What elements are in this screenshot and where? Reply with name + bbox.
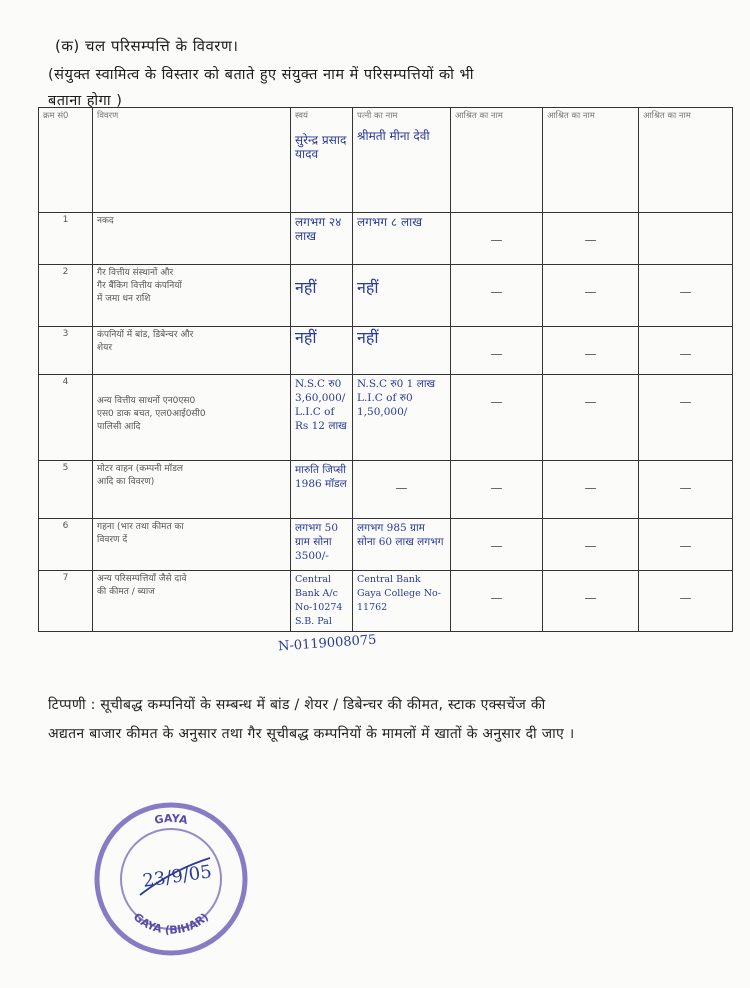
header-self: स्वयं सुरेन्द्र प्रसाद यादव [291,108,353,213]
table-header-row [39,108,733,213]
header-spouse: पत्नी का नाम श्रीमती मीना देवी [353,108,451,213]
header-dep2: आश्रित का नाम [543,108,639,213]
table-row: 5 मोटर वाहन (कम्पनी मॉडल आदि का विवरण) मारुति जिप्सी 1986 मॉडल — — — — [39,461,733,519]
table-row: 4 अन्य वित्तीय साधनों एन0एस0 एस0 डाक बचत, एल0आई0सी0 पालिसी आदि N.S.C रु0 3,60,000/ L.I.C of Rs 12 लाख N.S.C रु0 1 लाख L.I.C of रु0 1,50,000/ — — — [39,375,733,461]
table-row: 1 नकद लगभग २४ लाख लगभग ८ लाख — — [39,213,733,265]
heading-line-3: बताना होगा ) [48,93,123,109]
heading-line-1: (क) चल परिसम्पत्ति के विवरण। [55,37,239,55]
table-row: 7 अन्य परिसम्पत्तियाँ जैसे दावे की कीमत / ब्याज Central Bank A/c No-10274 S.B. Pal Central Bank Gaya College No-11762 — — — [39,571,733,632]
header-dep3: आश्रित का नाम [639,108,733,213]
movable-assets-table [38,107,733,632]
table-row: 3 कंपनियों में बांड, डिबेन्चर और शेयर नहीं नहीं — — — [39,327,733,375]
note-line-1: टिप्पणी : सूचीबद्ध कम्पनियों के सम्बन्ध में बांड / शेयर / डिबेन्चर की कीमत, स्टाक एक्सचेंज की [48,697,546,713]
note-line-2: अद्यतन बाजार कीमत के अनुसार तथा गैर सूचीबद्ध कम्पनियों के मामलों में खातों के अनुसार दी जाए । [48,726,575,742]
self-name: सुरेन्द्र प्रसाद यादव [295,133,347,161]
account-number: N-0119008075 [277,632,377,655]
stamp-date: 23/9/05 [141,861,214,892]
stamp-top-text: GAYA [153,811,189,828]
header-dep1: आश्रित का नाम [451,108,543,213]
stamp-bottom-text: GAYA (BIHAR) [130,910,212,937]
spouse-name: श्रीमती मीना देवी [357,129,430,143]
official-stamp [92,800,250,958]
table-row: 6 गहना (भार तथा कीमत का विवरण दें लगभग 50 ग्राम सोना 3500/- लगभग 985 ग्राम सोना 60 लाख लगभग — — — [39,519,733,571]
header-sno: क्रम सं0 [39,108,93,213]
heading-line-2: (संयुक्त स्वामित्व के विस्तार को बताते हुए संयुक्त नाम में परिसम्पत्तियों को भी [48,67,474,83]
header-desc: विवरण [93,108,291,213]
table-row: 2 गैर वित्तीय संस्थानों और गैर बैंकिग वित्तीय कंपनियों में जमा धन राशि नहीं नहीं — — — [39,265,733,327]
